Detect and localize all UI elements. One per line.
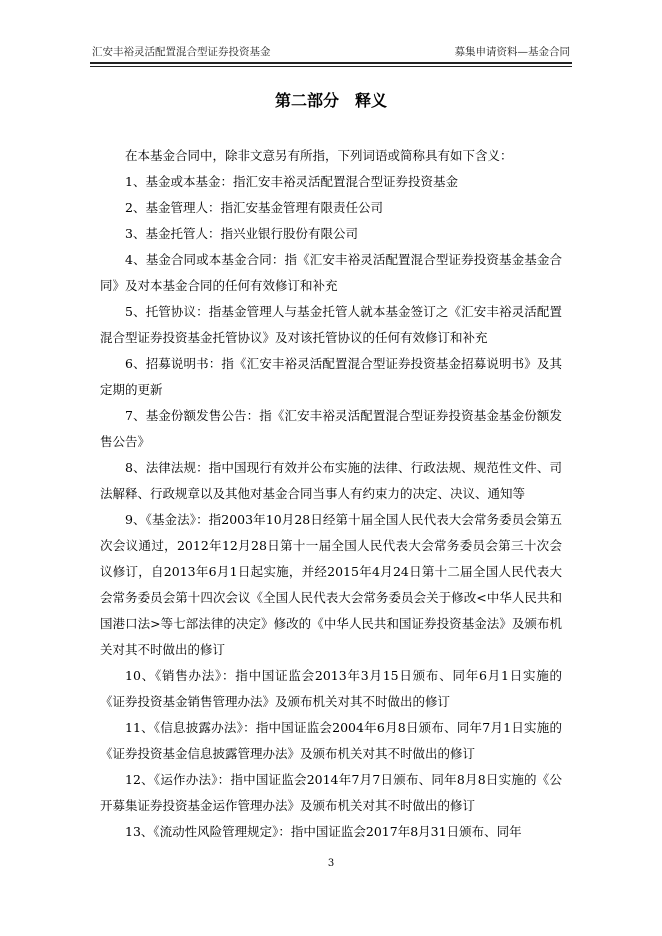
paragraph-definition-13: 13、《流动性风险管理规定》：指中国证监会2017年8月31日颁布、同年 (125, 824, 522, 839)
paragraph-definition-2: 2、基金管理人：指汇安基金管理有限责任公司 (125, 200, 383, 215)
paragraph-definition-3: 3、基金托管人：指兴业银行股份有限公司 (125, 226, 358, 241)
page-header (90, 42, 572, 64)
paragraph-intro: 在本基金合同中，除非文意另有所指，下列词语或简称具有如下含义： (125, 148, 513, 163)
paragraph-definition-1: 1、基金或本基金：指汇安丰裕灵活配置混合型证券投资基金 (125, 174, 458, 189)
paragraph-definition-8: 8、法律法规：指中国现行有效并公布实施的法律、行政法规、规范性文件、司法解释、行政规章以及其他对基金合同当事人有约束力的决定、决议、通知等 (100, 460, 562, 501)
paragraph-definition-12: 12、《运作办法》：指中国证监会2014年7月7日颁布、同年8月8日实施的《公开募集证券投资基金运作管理办法》及颁布机关对其不时做出的修订 (100, 772, 562, 813)
header-fund-name: 汇安丰裕灵活配置混合型证券投资基金 (92, 46, 271, 58)
paragraph-definition-7: 7、基金份额发售公告：指《汇安丰裕灵活配置混合型证券投资基金基金份额发售公告》 (100, 408, 562, 449)
paragraph-definition-6: 6、招募说明书：指《汇安丰裕灵活配置混合型证券投资基金招募说明书》及其定期的更新 (100, 356, 562, 397)
page-number: 3 (327, 858, 335, 869)
header-rule-thin (90, 66, 572, 67)
paragraph-definition-11: 11、《信息披露办法》：指中国证监会2004年6月8日颁布、同年7月1日实施的《证券投资基金信息披露管理办法》及颁布机关对其不时做出的修订 (100, 720, 562, 761)
paragraph-definition-10: 10、《销售办法》：指中国证监会2013年3月15日颁布、同年6月1日实施的《证券投资基金销售管理办法》及颁布机关对其不时做出的修订 (100, 668, 562, 709)
section-title: 第二部分 释义 (274, 91, 387, 110)
header-section-name: 募集申请资料—基金合同 (454, 46, 570, 58)
document-body (100, 143, 562, 845)
paragraph-definition-4: 4、基金合同或本基金合同：指《汇安丰裕灵活配置混合型证券投资基金基金合同》及对本基金合同的任何有效修订和补充 (100, 252, 562, 293)
paragraph-definition-5: 5、托管协议：指基金管理人与基金托管人就本基金签订之《汇安丰裕灵活配置混合型证券投资基金托管协议》及对该托管协议的任何有效修订和补充 (100, 304, 562, 345)
header-rule-thick (90, 62, 572, 64)
paragraph-definition-9: 9、《基金法》：指2003年10月28日经第十届全国人民代表大会常务委员会第五次会议通过，2012年12月28日第十一届全国人民代表大会常务委员会第三十次会议修订，自2013年6月1日起实施，并经2015年4月24日第十二届全国人民代表大会常务委员会第十四次会议《全国人民代表大会常务委员会关于修改<中华人民共和国港口法>等七部法律的决定》修改的《中华人民共和国证券投资基金法》及颁布机关对其不时做出的修订 (100, 512, 562, 657)
